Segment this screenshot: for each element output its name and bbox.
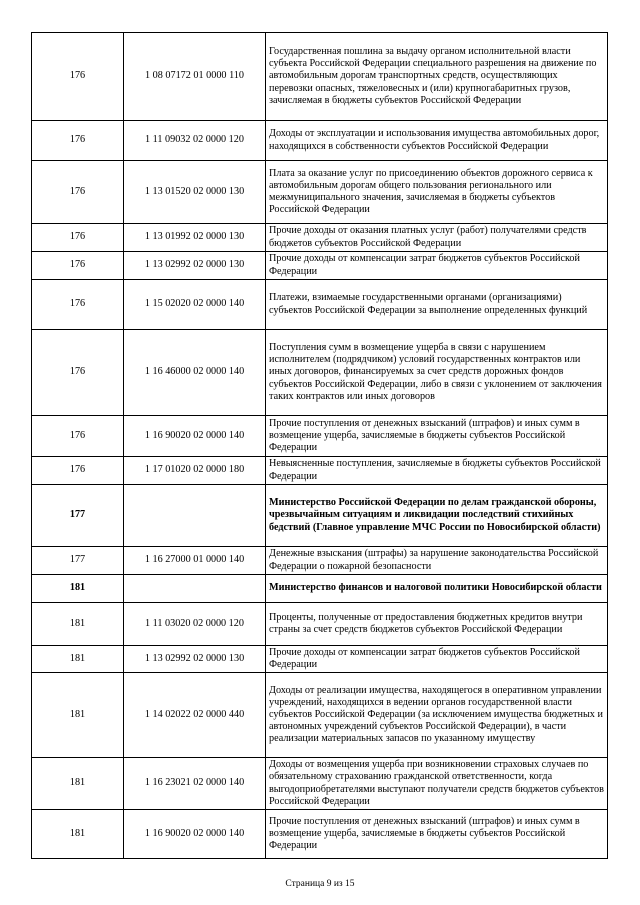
revenue-code-cell: 1 14 02022 02 0000 440 xyxy=(124,673,266,758)
table-row xyxy=(32,603,608,646)
revenue-name-cell: Доходы от эксплуатации и использования имущества автомобильных дорог, находящихся в собственности субъектов Российской Федерации xyxy=(266,121,608,161)
page-footer: Страница 9 из 15 xyxy=(285,879,355,889)
admin-code-cell: 176 xyxy=(32,33,124,121)
revenue-code-cell: 1 16 46000 02 0000 140 xyxy=(124,330,266,416)
admin-code-cell: 177 xyxy=(32,547,124,575)
table-row xyxy=(32,457,608,485)
revenue-code-cell: 1 13 02992 02 0000 130 xyxy=(124,252,266,280)
table-row-section-header xyxy=(32,485,608,547)
table-row xyxy=(32,758,608,810)
revenue-name-cell: Министерство Российской Федерации по делам гражданской обороны, чрезвычайным ситуациям и ликвидации последствий стихийных бедствий (Главное управление МЧС России по Новосибирской области) xyxy=(266,485,608,547)
admin-code-cell: 176 xyxy=(32,416,124,457)
admin-code-cell: 176 xyxy=(32,457,124,485)
revenue-code-cell: 1 11 03020 02 0000 120 xyxy=(124,603,266,646)
table-body xyxy=(32,33,608,859)
table-row xyxy=(32,810,608,859)
revenue-name-cell: Доходы от реализации имущества, находящегося в оперативном управлении учреждений, находящихся в ведении органов государственной власти субъектов Российской Федерации (за исключением имущества бюджетных и автономных учреждений субъектов Российской Федерации), в части реализации материальных запасов по указанному имуществу xyxy=(266,673,608,758)
admin-code-cell: 181 xyxy=(32,810,124,859)
revenue-code-cell: 1 16 27000 01 0000 140 xyxy=(124,547,266,575)
table-row-section-header xyxy=(32,575,608,603)
table-row xyxy=(32,121,608,161)
admin-code-cell: 181 xyxy=(32,575,124,603)
admin-code-cell: 181 xyxy=(32,758,124,810)
admin-code-cell: 181 xyxy=(32,673,124,758)
table-row xyxy=(32,224,608,252)
revenue-code-cell: 1 16 23021 02 0000 140 xyxy=(124,758,266,810)
admin-code-cell: 176 xyxy=(32,161,124,224)
revenue-name-cell: Проценты, полученные от предоставления бюджетных кредитов внутри страны за счет средств бюджетов субъектов Российской Федерации xyxy=(266,603,608,646)
revenue-name-cell: Платежи, взимаемые государственными органами (организациями) субъектов Российской Федерации за выполнение определенных функций xyxy=(266,280,608,330)
revenue-name-cell: Министерство финансов и налоговой политики Новосибирской области xyxy=(266,575,608,603)
revenue-codes-table xyxy=(31,32,608,859)
admin-code-cell: 176 xyxy=(32,224,124,252)
revenue-name-cell: Прочие поступления от денежных взысканий (штрафов) и иных сумм в возмещение ущерба, зачисляемые в бюджеты субъектов Российской Федерации xyxy=(266,810,608,859)
table-row xyxy=(32,416,608,457)
table-row xyxy=(32,161,608,224)
table-row xyxy=(32,252,608,280)
table-row xyxy=(32,280,608,330)
admin-code-cell: 176 xyxy=(32,280,124,330)
revenue-code-cell: 1 15 02020 02 0000 140 xyxy=(124,280,266,330)
revenue-name-cell: Прочие доходы от оказания платных услуг (работ) получателями средств бюджетов субъектов Российской Федерации xyxy=(266,224,608,252)
revenue-code-cell: 1 16 90020 02 0000 140 xyxy=(124,416,266,457)
revenue-name-cell: Прочие доходы от компенсации затрат бюджетов субъектов Российской Федерации xyxy=(266,252,608,280)
revenue-name-cell: Денежные взыскания (штрафы) за нарушение законодательства Российской Федерации о пожарной безопасности xyxy=(266,547,608,575)
revenue-code-cell: 1 13 01992 02 0000 130 xyxy=(124,224,266,252)
revenue-code-cell: 1 13 01520 02 0000 130 xyxy=(124,161,266,224)
table-row xyxy=(32,646,608,673)
table-row xyxy=(32,673,608,758)
table-row xyxy=(32,330,608,416)
revenue-name-cell: Государственная пошлина за выдачу органом исполнительной власти субъекта Российской Федерации специального разрешения на движение по автомобильным дорогам транспортных средств, осуществляющих перевозки опасных, тяжеловесных и (или) крупногабаритных грузов, зачисляемая в бюджеты субъектов Российской Федерации xyxy=(266,33,608,121)
table-row xyxy=(32,33,608,121)
admin-code-cell: 176 xyxy=(32,330,124,416)
revenue-name-cell: Невыясненные поступления, зачисляемые в бюджеты субъектов Российской Федерации xyxy=(266,457,608,485)
revenue-code-cell xyxy=(124,575,266,603)
revenue-name-cell: Поступления сумм в возмещение ущерба в связи с нарушением исполнителем (подрядчиком) условий государственных контрактов или иных договоров, финансируемых за счет средств дорожных фондов субъектов Российской Федерации, либо в связи с уклонением от заключения таких контрактов или иных договоров xyxy=(266,330,608,416)
revenue-code-cell xyxy=(124,485,266,547)
revenue-code-cell: 1 17 01020 02 0000 180 xyxy=(124,457,266,485)
revenue-name-cell: Плата за оказание услуг по присоединению объектов дорожного сервиса к автомобильным дорогам общего пользования регионального или межмуниципального значения, зачисляемая в бюджеты субъектов Российской Федерации xyxy=(266,161,608,224)
admin-code-cell: 177 xyxy=(32,485,124,547)
admin-code-cell: 176 xyxy=(32,252,124,280)
revenue-name-cell: Доходы от возмещения ущерба при возникновении страховых случаев по обязательному страхованию гражданской ответственности, когда выгодоприобретателями выступают получатели средств бюджетов субъектов Российской Федерации xyxy=(266,758,608,810)
revenue-code-cell: 1 16 90020 02 0000 140 xyxy=(124,810,266,859)
admin-code-cell: 181 xyxy=(32,646,124,673)
admin-code-cell: 181 xyxy=(32,603,124,646)
revenue-code-cell: 1 11 09032 02 0000 120 xyxy=(124,121,266,161)
revenue-name-cell: Прочие доходы от компенсации затрат бюджетов субъектов Российской Федерации xyxy=(266,646,608,673)
revenue-name-cell: Прочие поступления от денежных взысканий (штрафов) и иных сумм в возмещение ущерба, зачисляемые в бюджеты субъектов Российской Федерации xyxy=(266,416,608,457)
admin-code-cell: 176 xyxy=(32,121,124,161)
revenue-code-cell: 1 08 07172 01 0000 110 xyxy=(124,33,266,121)
table-row xyxy=(32,547,608,575)
revenue-code-cell: 1 13 02992 02 0000 130 xyxy=(124,646,266,673)
